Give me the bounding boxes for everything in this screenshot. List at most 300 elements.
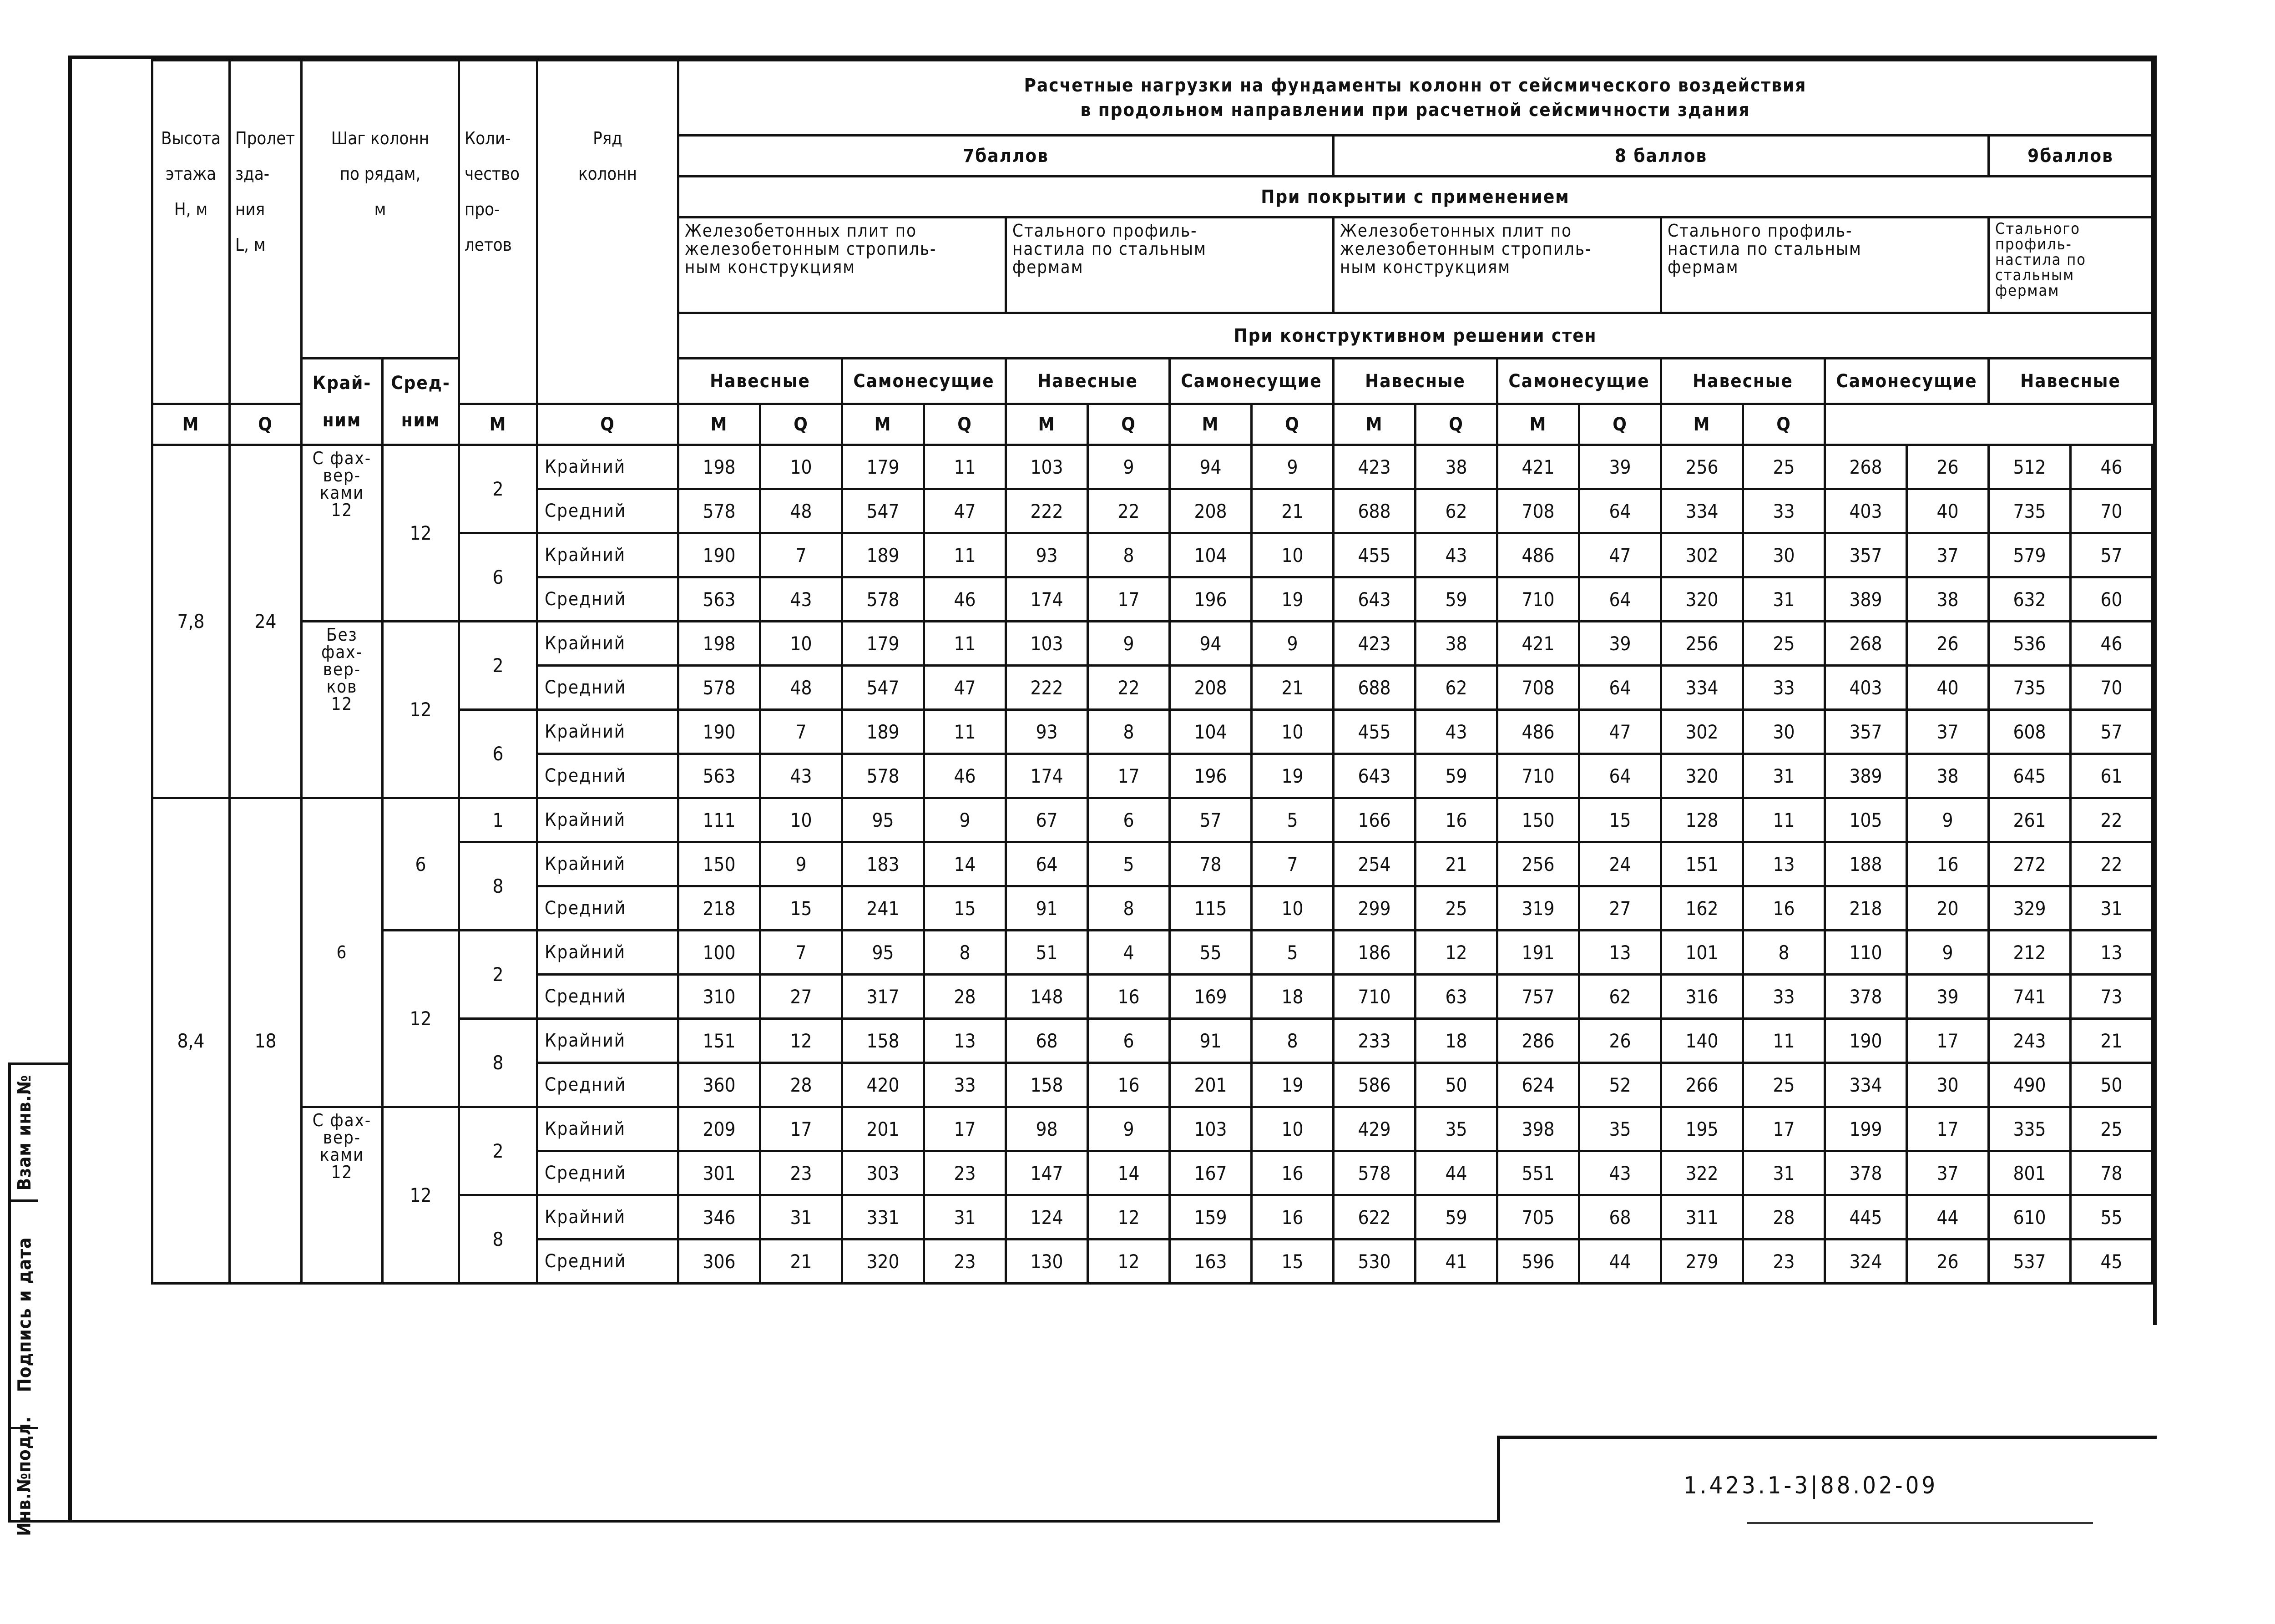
span-count-cell: 6 (459, 533, 537, 622)
moment-value: 578 (678, 666, 760, 710)
shear-value: 22 (1088, 489, 1170, 533)
moment-value: 622 (1334, 1195, 1416, 1240)
moment-value: 735 (1989, 666, 2071, 710)
moment-value: 190 (678, 710, 760, 754)
moment-value: 163 (1170, 1240, 1252, 1284)
moment-value: 57 (1170, 798, 1252, 842)
moment-value: 705 (1497, 1195, 1579, 1240)
moment-value: 645 (1989, 754, 2071, 798)
moment-value: 209 (678, 1107, 760, 1151)
row-type-cell: Крайний (537, 1107, 678, 1151)
moment-value: 710 (1497, 754, 1579, 798)
moment-value: 279 (1661, 1240, 1743, 1284)
shear-value: 8 (1088, 710, 1170, 754)
wall-type: Самонесущие (1497, 359, 1661, 404)
shear-value: 8 (1088, 533, 1170, 577)
moment-value: 586 (1334, 1063, 1416, 1107)
shear-value: 62 (1416, 666, 1497, 710)
moment-value: 95 (842, 798, 924, 842)
span-count-cell: 8 (459, 1195, 537, 1284)
moment-value: 536 (1989, 622, 2071, 666)
shear-value: 44 (1579, 1240, 1661, 1284)
shear-value: 62 (1579, 975, 1661, 1019)
shear-value: 30 (1907, 1063, 1989, 1107)
shear-value: 41 (1416, 1240, 1497, 1284)
shear-value: 43 (1416, 710, 1497, 754)
shear-value: 23 (760, 1151, 842, 1195)
shear-value: 31 (1743, 754, 1825, 798)
moment-value: 643 (1334, 577, 1416, 622)
group-span: 18 (230, 798, 302, 1284)
moment-value: 201 (1170, 1063, 1252, 1107)
header-count: Коли- чество про- летов (459, 61, 537, 404)
moment-value: 423 (1334, 622, 1416, 666)
shear-value: 60 (2071, 577, 2153, 622)
shear-value: 26 (1579, 1019, 1661, 1063)
moment-value: 547 (842, 666, 924, 710)
moment-value: 218 (1825, 886, 1907, 931)
shear-value: 52 (1579, 1063, 1661, 1107)
shear-value: 43 (1579, 1151, 1661, 1195)
shear-value: 17 (1743, 1107, 1825, 1151)
group-height: 7,8 (152, 445, 230, 798)
shear-value: 33 (924, 1063, 1006, 1107)
table-caption: Расчетные нагрузки на фундаменты колонн от сейсмического воздействия в продольном направлении при расчетной сейсмичности здания (678, 61, 2153, 136)
shear-value: 73 (2071, 975, 2153, 1019)
moment-value: 710 (1334, 975, 1416, 1019)
moment-value: 320 (1661, 577, 1743, 622)
moment-value: 151 (678, 1019, 760, 1063)
shear-value: 22 (2071, 842, 2153, 886)
shear-value: 64 (1579, 489, 1661, 533)
moment-value: 324 (1825, 1240, 1907, 1284)
span-count-cell: 2 (459, 622, 537, 710)
moment-value: 256 (1497, 842, 1579, 886)
moment-value: 195 (1661, 1107, 1743, 1151)
moment-header: М (459, 404, 537, 445)
shear-header: Q (1416, 404, 1497, 445)
shear-value: 21 (1252, 666, 1334, 710)
moment-value: 100 (678, 931, 760, 975)
moment-value: 140 (1661, 1019, 1743, 1063)
shear-value: 9 (1907, 931, 1989, 975)
moment-value: 735 (1989, 489, 2071, 533)
moment-value: 320 (842, 1240, 924, 1284)
shear-value: 24 (1579, 842, 1661, 886)
moment-value: 268 (1825, 622, 1907, 666)
moment-value: 91 (1006, 886, 1088, 931)
moment-header: М (1497, 404, 1579, 445)
moment-value: 261 (1989, 798, 2071, 842)
shear-value: 9 (1088, 1107, 1170, 1151)
moment-value: 189 (842, 533, 924, 577)
shear-value: 5 (1088, 842, 1170, 886)
shear-value: 25 (1743, 445, 1825, 489)
moment-value: 64 (1006, 842, 1088, 886)
wall-type: Навесные (678, 359, 842, 404)
shear-value: 46 (2071, 622, 2153, 666)
side-cell-replacement: Взам инв.№ (11, 1065, 38, 1202)
shear-header: Q (924, 404, 1006, 445)
moment-value: 303 (842, 1151, 924, 1195)
shear-value: 25 (1743, 1063, 1825, 1107)
moment-value: 334 (1661, 666, 1743, 710)
moment-value: 688 (1334, 489, 1416, 533)
shear-value: 11 (924, 445, 1006, 489)
moment-value: 243 (1989, 1019, 2071, 1063)
sheet-frame-right (2153, 56, 2157, 1325)
side-cell-inv-no: Инв.№подл. (14, 1416, 35, 1536)
shear-value: 16 (1416, 798, 1497, 842)
shear-header: Q (1088, 404, 1170, 445)
shear-value: 13 (1579, 931, 1661, 975)
moment-value: 55 (1170, 931, 1252, 975)
wall-title: При конструктивном решении стен (678, 313, 2153, 359)
shear-value: 23 (924, 1240, 1006, 1284)
shear-value: 63 (1416, 975, 1497, 1019)
table-row (152, 931, 2153, 975)
row-type-cell: Крайний (537, 622, 678, 666)
moment-value: 68 (1006, 1019, 1088, 1063)
shear-value: 37 (1907, 710, 1989, 754)
shear-value: 31 (1743, 1151, 1825, 1195)
moment-value: 256 (1661, 445, 1743, 489)
shear-value: 23 (924, 1151, 1006, 1195)
shear-value: 25 (1416, 886, 1497, 931)
moment-value: 256 (1661, 622, 1743, 666)
shear-value: 68 (1579, 1195, 1661, 1240)
shear-value: 16 (1252, 1151, 1334, 1195)
shear-value: 16 (1252, 1195, 1334, 1240)
moment-value: 455 (1334, 710, 1416, 754)
shear-header: Q (1252, 404, 1334, 445)
header-row: Ряд колонн (537, 61, 678, 404)
moment-value: 162 (1661, 886, 1743, 931)
moment-header: М (678, 404, 760, 445)
moment-value: 306 (678, 1240, 760, 1284)
moment-value: 757 (1497, 975, 1579, 1019)
moment-value: 115 (1170, 886, 1252, 931)
shear-value: 6 (1088, 1019, 1170, 1063)
moment-value: 158 (1006, 1063, 1088, 1107)
moment-value: 741 (1989, 975, 2071, 1019)
shear-value: 38 (1907, 754, 1989, 798)
step-mid-cell: 12 (383, 445, 459, 622)
cover-1: Железобетонных плит по железобетонным стропиль- ным конструкциям (678, 218, 1006, 313)
shear-value: 19 (1252, 1063, 1334, 1107)
shear-value: 10 (1252, 710, 1334, 754)
moment-value: 208 (1170, 666, 1252, 710)
shear-value: 13 (2071, 931, 2153, 975)
moment-value: 166 (1334, 798, 1416, 842)
moment-value: 302 (1661, 533, 1743, 577)
shear-value: 27 (760, 975, 842, 1019)
shear-value: 15 (760, 886, 842, 931)
shear-value: 18 (1416, 1019, 1497, 1063)
span-count-cell: 1 (459, 798, 537, 842)
moment-value: 51 (1006, 931, 1088, 975)
moment-value: 268 (1825, 445, 1907, 489)
table-row (152, 1107, 2153, 1151)
shear-value: 44 (1416, 1151, 1497, 1195)
header-step-edge: Край- ним (302, 359, 383, 445)
wall-type: Самонесущие (1170, 359, 1334, 404)
moment-value: 537 (1989, 1240, 2071, 1284)
step-mid-cell: 12 (383, 622, 459, 798)
shear-value: 8 (1743, 931, 1825, 975)
moment-value: 563 (678, 577, 760, 622)
shear-value: 43 (760, 577, 842, 622)
moment-value: 150 (1497, 798, 1579, 842)
moment-value: 421 (1497, 622, 1579, 666)
shear-value: 6 (1088, 798, 1170, 842)
moment-value: 708 (1497, 666, 1579, 710)
moment-value: 266 (1661, 1063, 1743, 1107)
shear-value: 26 (1907, 445, 1989, 489)
shear-value: 31 (1743, 577, 1825, 622)
shear-value: 11 (924, 533, 1006, 577)
shear-value: 17 (760, 1107, 842, 1151)
shear-value: 14 (924, 842, 1006, 886)
shear-value: 5 (1252, 798, 1334, 842)
shear-value: 61 (2071, 754, 2153, 798)
seismic-load-table (151, 59, 2154, 1285)
shear-value: 10 (760, 445, 842, 489)
moment-value: 530 (1334, 1240, 1416, 1284)
moment-value: 186 (1334, 931, 1416, 975)
moment-value: 159 (1170, 1195, 1252, 1240)
moment-value: 346 (678, 1195, 760, 1240)
shear-header: Q (230, 404, 302, 445)
shear-value: 19 (1252, 577, 1334, 622)
row-type-cell: Средний (537, 666, 678, 710)
moment-value: 329 (1989, 886, 2071, 931)
cover-3: Железобетонных плит по железобетонным стропиль- ным конструкциям (1334, 218, 1661, 313)
moment-value: 608 (1989, 710, 2071, 754)
shear-value: 15 (1579, 798, 1661, 842)
shear-value: 7 (760, 710, 842, 754)
shear-value: 64 (1579, 577, 1661, 622)
moment-value: 91 (1170, 1019, 1252, 1063)
wall-type: Навесные (1334, 359, 1497, 404)
shear-value: 9 (924, 798, 1006, 842)
moment-header: М (1170, 404, 1252, 445)
sheet-frame-top (68, 56, 2157, 59)
moment-header: М (1661, 404, 1743, 445)
shear-value: 9 (1088, 445, 1170, 489)
moment-value: 241 (842, 886, 924, 931)
moment-value: 94 (1170, 445, 1252, 489)
shear-value: 39 (1579, 622, 1661, 666)
moment-value: 103 (1170, 1107, 1252, 1151)
shear-value: 46 (2071, 445, 2153, 489)
moment-value: 403 (1825, 666, 1907, 710)
shear-value: 57 (2071, 710, 2153, 754)
sheet-frame-left (68, 56, 72, 1523)
shear-value: 38 (1907, 577, 1989, 622)
shear-value: 8 (924, 931, 1006, 975)
shear-value: 70 (2071, 666, 2153, 710)
shear-value: 4 (1088, 931, 1170, 975)
shear-value: 10 (760, 798, 842, 842)
shear-value: 12 (1088, 1240, 1170, 1284)
moment-value: 316 (1661, 975, 1743, 1019)
shear-value: 22 (2071, 798, 2153, 842)
moment-value: 486 (1497, 710, 1579, 754)
moment-value: 610 (1989, 1195, 2071, 1240)
moment-value: 302 (1661, 710, 1743, 754)
row-type-cell: Крайний (537, 798, 678, 842)
shear-value: 28 (924, 975, 1006, 1019)
moment-value: 148 (1006, 975, 1088, 1019)
moment-value: 190 (1825, 1019, 1907, 1063)
shear-value: 16 (1088, 1063, 1170, 1107)
moment-value: 331 (842, 1195, 924, 1240)
shear-value: 21 (1252, 489, 1334, 533)
shear-value: 26 (1907, 1240, 1989, 1284)
moment-header: М (1006, 404, 1088, 445)
span-count-cell: 6 (459, 710, 537, 798)
shear-value: 17 (1088, 754, 1170, 798)
moment-header: М (1334, 404, 1416, 445)
step-mid-cell: 6 (383, 798, 459, 931)
moment-value: 167 (1170, 1151, 1252, 1195)
shear-value: 44 (1907, 1195, 1989, 1240)
score-9: 9баллов (1989, 136, 2153, 177)
shear-value: 64 (1579, 666, 1661, 710)
shear-value: 46 (924, 577, 1006, 622)
moment-value: 98 (1006, 1107, 1088, 1151)
moment-value: 710 (1497, 577, 1579, 622)
row-type-cell: Средний (537, 975, 678, 1019)
step-edge-cell: С фах- вер- ками 12 (302, 1107, 383, 1284)
moment-value: 423 (1334, 445, 1416, 489)
moment-value: 310 (678, 975, 760, 1019)
moment-value: 389 (1825, 577, 1907, 622)
shear-value: 26 (1907, 622, 1989, 666)
wall-type: Самонесущие (842, 359, 1006, 404)
moment-value: 150 (678, 842, 760, 886)
wall-type: Самонесущие (1825, 359, 1989, 404)
shear-value: 47 (924, 666, 1006, 710)
cover-4: Стального профиль- настила по стальным фермам (1661, 218, 1989, 313)
shear-value: 39 (1907, 975, 1989, 1019)
row-type-cell: Средний (537, 1240, 678, 1284)
shear-value: 9 (1088, 622, 1170, 666)
table-row (152, 622, 2153, 666)
shear-value: 59 (1416, 754, 1497, 798)
moment-value: 272 (1989, 842, 2071, 886)
shear-value: 7 (760, 931, 842, 975)
moment-value: 111 (678, 798, 760, 842)
header-span: Пролет зда- ния L, м (230, 61, 302, 404)
shear-value: 59 (1416, 577, 1497, 622)
moment-value: 222 (1006, 666, 1088, 710)
shear-value: 11 (924, 710, 1006, 754)
side-stamp (8, 1062, 68, 1536)
moment-value: 196 (1170, 754, 1252, 798)
shear-value: 28 (1743, 1195, 1825, 1240)
moment-value: 334 (1661, 489, 1743, 533)
shear-value: 27 (1579, 886, 1661, 931)
row-type-cell: Средний (537, 754, 678, 798)
row-type-cell: Средний (537, 1063, 678, 1107)
shear-value: 43 (1416, 533, 1497, 577)
row-type-cell: Крайний (537, 445, 678, 489)
cover-5: Стального профиль- настила по стальным фермам (1989, 218, 2153, 313)
moment-value: 208 (1170, 489, 1252, 533)
shear-value: 59 (1416, 1195, 1497, 1240)
moment-value: 643 (1334, 754, 1416, 798)
shear-value: 25 (1743, 622, 1825, 666)
wall-type: Навесные (1661, 359, 1825, 404)
shear-value: 21 (2071, 1019, 2153, 1063)
moment-value: 101 (1661, 931, 1743, 975)
shear-value: 62 (1416, 489, 1497, 533)
moment-value: 94 (1170, 622, 1252, 666)
shear-value: 17 (1088, 577, 1170, 622)
drawing-code: 1.423.1-3|88.02-09 (1684, 1472, 1938, 1499)
shear-value: 47 (1579, 710, 1661, 754)
span-count-cell: 2 (459, 931, 537, 1019)
moment-value: 124 (1006, 1195, 1088, 1240)
score-8: 8 баллов (1334, 136, 1989, 177)
row-type-cell: Крайний (537, 931, 678, 975)
group-span: 24 (230, 445, 302, 798)
moment-value: 95 (842, 931, 924, 975)
shear-value: 40 (1907, 666, 1989, 710)
shear-value: 50 (1416, 1063, 1497, 1107)
moment-value: 403 (1825, 489, 1907, 533)
shear-value: 16 (1743, 886, 1825, 931)
moment-value: 196 (1170, 577, 1252, 622)
moment-value: 179 (842, 622, 924, 666)
moment-value: 445 (1825, 1195, 1907, 1240)
moment-value: 563 (678, 754, 760, 798)
moment-value: 596 (1497, 1240, 1579, 1284)
moment-value: 169 (1170, 975, 1252, 1019)
row-type-cell: Средний (537, 577, 678, 622)
moment-value: 578 (1334, 1151, 1416, 1195)
shear-value: 21 (760, 1240, 842, 1284)
shear-value: 28 (760, 1063, 842, 1107)
moment-value: 579 (1989, 533, 2071, 577)
moment-value: 174 (1006, 577, 1088, 622)
moment-value: 105 (1825, 798, 1907, 842)
shear-value: 30 (1743, 533, 1825, 577)
stamp-underline (1747, 1522, 2093, 1524)
shear-value: 48 (760, 489, 842, 533)
moment-value: 128 (1661, 798, 1743, 842)
shear-value: 39 (1579, 445, 1661, 489)
row-type-cell: Крайний (537, 842, 678, 886)
shear-value: 10 (1252, 1107, 1334, 1151)
shear-value: 33 (1743, 666, 1825, 710)
shear-value: 7 (1252, 842, 1334, 886)
shear-value: 31 (760, 1195, 842, 1240)
moment-value: 158 (842, 1019, 924, 1063)
moment-value: 389 (1825, 754, 1907, 798)
moment-value: 198 (678, 622, 760, 666)
shear-value: 19 (1252, 754, 1334, 798)
header-step: Шаг колонн по рядам, м (302, 61, 459, 359)
moment-value: 320 (1661, 754, 1743, 798)
span-count-cell: 2 (459, 1107, 537, 1195)
shear-value: 40 (1907, 489, 1989, 533)
moment-value: 801 (1989, 1151, 2071, 1195)
shear-value: 31 (924, 1195, 1006, 1240)
row-type-cell: Крайний (537, 710, 678, 754)
